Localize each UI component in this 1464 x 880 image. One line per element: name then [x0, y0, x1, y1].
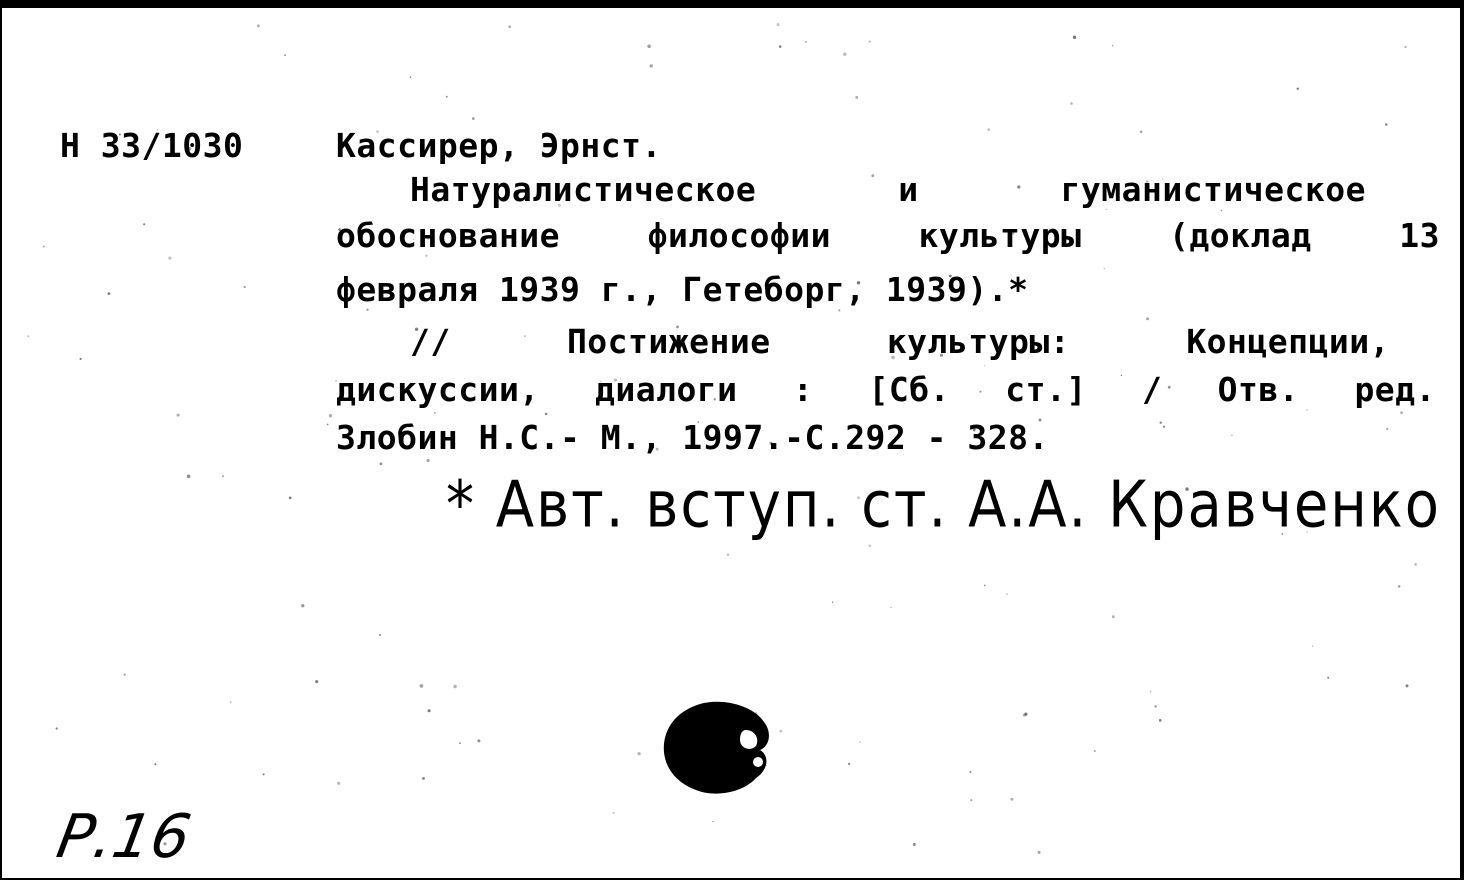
paper-speck [1140, 130, 1143, 133]
paper-speck [379, 634, 381, 636]
paper-speck [1406, 684, 1409, 687]
paper-speck [329, 414, 332, 417]
paper-speck [1155, 705, 1157, 707]
source-line-2-word: ст.] [1005, 370, 1087, 409]
paper-speck [1414, 563, 1417, 566]
paper-speck [1150, 691, 1152, 693]
source-line-2-word: / [1142, 370, 1163, 409]
title-line-1-word: Натуралистическое [410, 170, 757, 209]
title-line-3: февраля 1939 г., Гетеборг, 1939).* [336, 270, 1029, 309]
title-line-2-word: философии [647, 216, 831, 255]
paper-speck [1231, 434, 1233, 436]
paper-speck [337, 782, 340, 785]
title-line-2-word: 13 [1399, 216, 1440, 255]
paper-speck [301, 604, 304, 607]
paper-speck [459, 742, 461, 744]
paper-speck [613, 812, 615, 814]
source-line-2-word: [Сб. [868, 370, 950, 409]
paper-speck [1312, 645, 1313, 646]
source-line-2 [336, 364, 1436, 416]
paper-speck [410, 76, 412, 78]
shelfmark: Н 33/1030 [60, 126, 244, 165]
paper-speck [1112, 45, 1114, 47]
paper-speck [647, 45, 651, 49]
title-line-1 [410, 164, 1366, 216]
paper-speck [779, 730, 782, 733]
paper-speck [650, 64, 653, 67]
source-line-1-word: Концепции, [1186, 322, 1390, 361]
punch-hole [660, 700, 776, 798]
paper-speck [848, 763, 850, 765]
source-line-1-word: культуры: [886, 322, 1071, 361]
paper-speck [1104, 268, 1106, 270]
page-mark: Р.16 [51, 802, 196, 872]
paper-speck [124, 674, 126, 676]
paper-speck [177, 414, 180, 417]
handwritten-note: * Авт. вступ. ст. А.А. Кравченко [446, 468, 1441, 543]
source-line-2-word: Отв. [1217, 370, 1300, 409]
title-line-2-word: (доклад [1169, 216, 1312, 255]
paper-speck [108, 292, 111, 295]
paper-speck [1024, 713, 1027, 716]
paper-speck [257, 24, 260, 27]
paper-speck [1112, 615, 1115, 618]
paper-speck [805, 41, 807, 43]
paper-speck [27, 335, 29, 337]
paper-speck [1160, 422, 1162, 424]
paper-speck [855, 96, 858, 99]
source-line-1-word: Постижение [566, 322, 771, 361]
paper-speck [1398, 585, 1400, 587]
paper-speck [422, 777, 425, 780]
paper-speck [970, 799, 972, 801]
paper-speck [1404, 46, 1406, 48]
paper-speck [638, 752, 641, 755]
paper-speck [187, 475, 191, 479]
paper-speck [987, 128, 990, 131]
paper-speck [777, 23, 780, 26]
paper-speck [230, 701, 231, 702]
paper-speck [1163, 426, 1165, 428]
paper-speck [727, 554, 730, 557]
title-line-1-word: гуманистическое [1060, 170, 1366, 209]
paper-speck [289, 497, 292, 500]
paper-speck [1094, 750, 1096, 752]
paper-speck [284, 54, 286, 56]
paper-speck [869, 41, 871, 43]
paper-speck [832, 602, 833, 603]
paper-speck [222, 475, 224, 477]
paper-speck [1038, 851, 1041, 854]
paper-speck [453, 685, 456, 688]
paper-speck [1006, 593, 1008, 595]
paper-speck [1073, 36, 1076, 39]
paper-speck [420, 684, 424, 688]
paper-speck [913, 843, 916, 846]
paper-speck [154, 763, 156, 765]
paper-speck [327, 424, 329, 426]
paper-speck [43, 246, 45, 248]
source-line-2-word: диалоги [594, 370, 738, 409]
title-line-2 [336, 210, 1440, 262]
paper-speck [1070, 102, 1073, 105]
paper-speck [1297, 88, 1299, 90]
paper-speck [984, 585, 986, 587]
source-line-3: Злобин Н.С.- М., 1997.-С.292 - 328. [336, 418, 1049, 457]
paper-speck [80, 358, 82, 360]
paper-speck [1386, 428, 1388, 430]
paper-speck [779, 45, 782, 48]
paper-speck [843, 53, 846, 56]
paper-speck [477, 739, 480, 742]
source-line-1-word: // [410, 322, 451, 361]
source-line-2-word: : [792, 370, 814, 409]
source-line-2-word: дискуссии, [336, 370, 540, 409]
paper-speck [508, 25, 511, 28]
paper-speck [712, 821, 714, 823]
paper-speck [1159, 719, 1162, 722]
title-line-1-word: и [898, 170, 919, 209]
paper-speck [1010, 798, 1013, 801]
paper-speck [143, 223, 145, 225]
title-line-2-word: обоснование [336, 216, 561, 255]
title-line-2-word: культуры [918, 216, 1082, 255]
paper-speck [168, 257, 171, 260]
paper-speck [428, 709, 431, 712]
paper-speck [1327, 677, 1329, 679]
paper-speck [1385, 123, 1388, 126]
source-line-2-word: ред. [1354, 370, 1436, 409]
paper-speck [890, 607, 891, 608]
paper-speck [244, 286, 246, 288]
paper-speck [56, 727, 58, 729]
author: Кассирер, Эрнст. [336, 126, 662, 165]
paper-speck [263, 773, 265, 775]
paper-speck [315, 680, 318, 683]
paper-speck [869, 545, 872, 548]
paper-speck [859, 741, 861, 743]
source-line-1 [410, 316, 1390, 368]
paper-speck [969, 771, 971, 773]
paper-speck [446, 96, 448, 98]
